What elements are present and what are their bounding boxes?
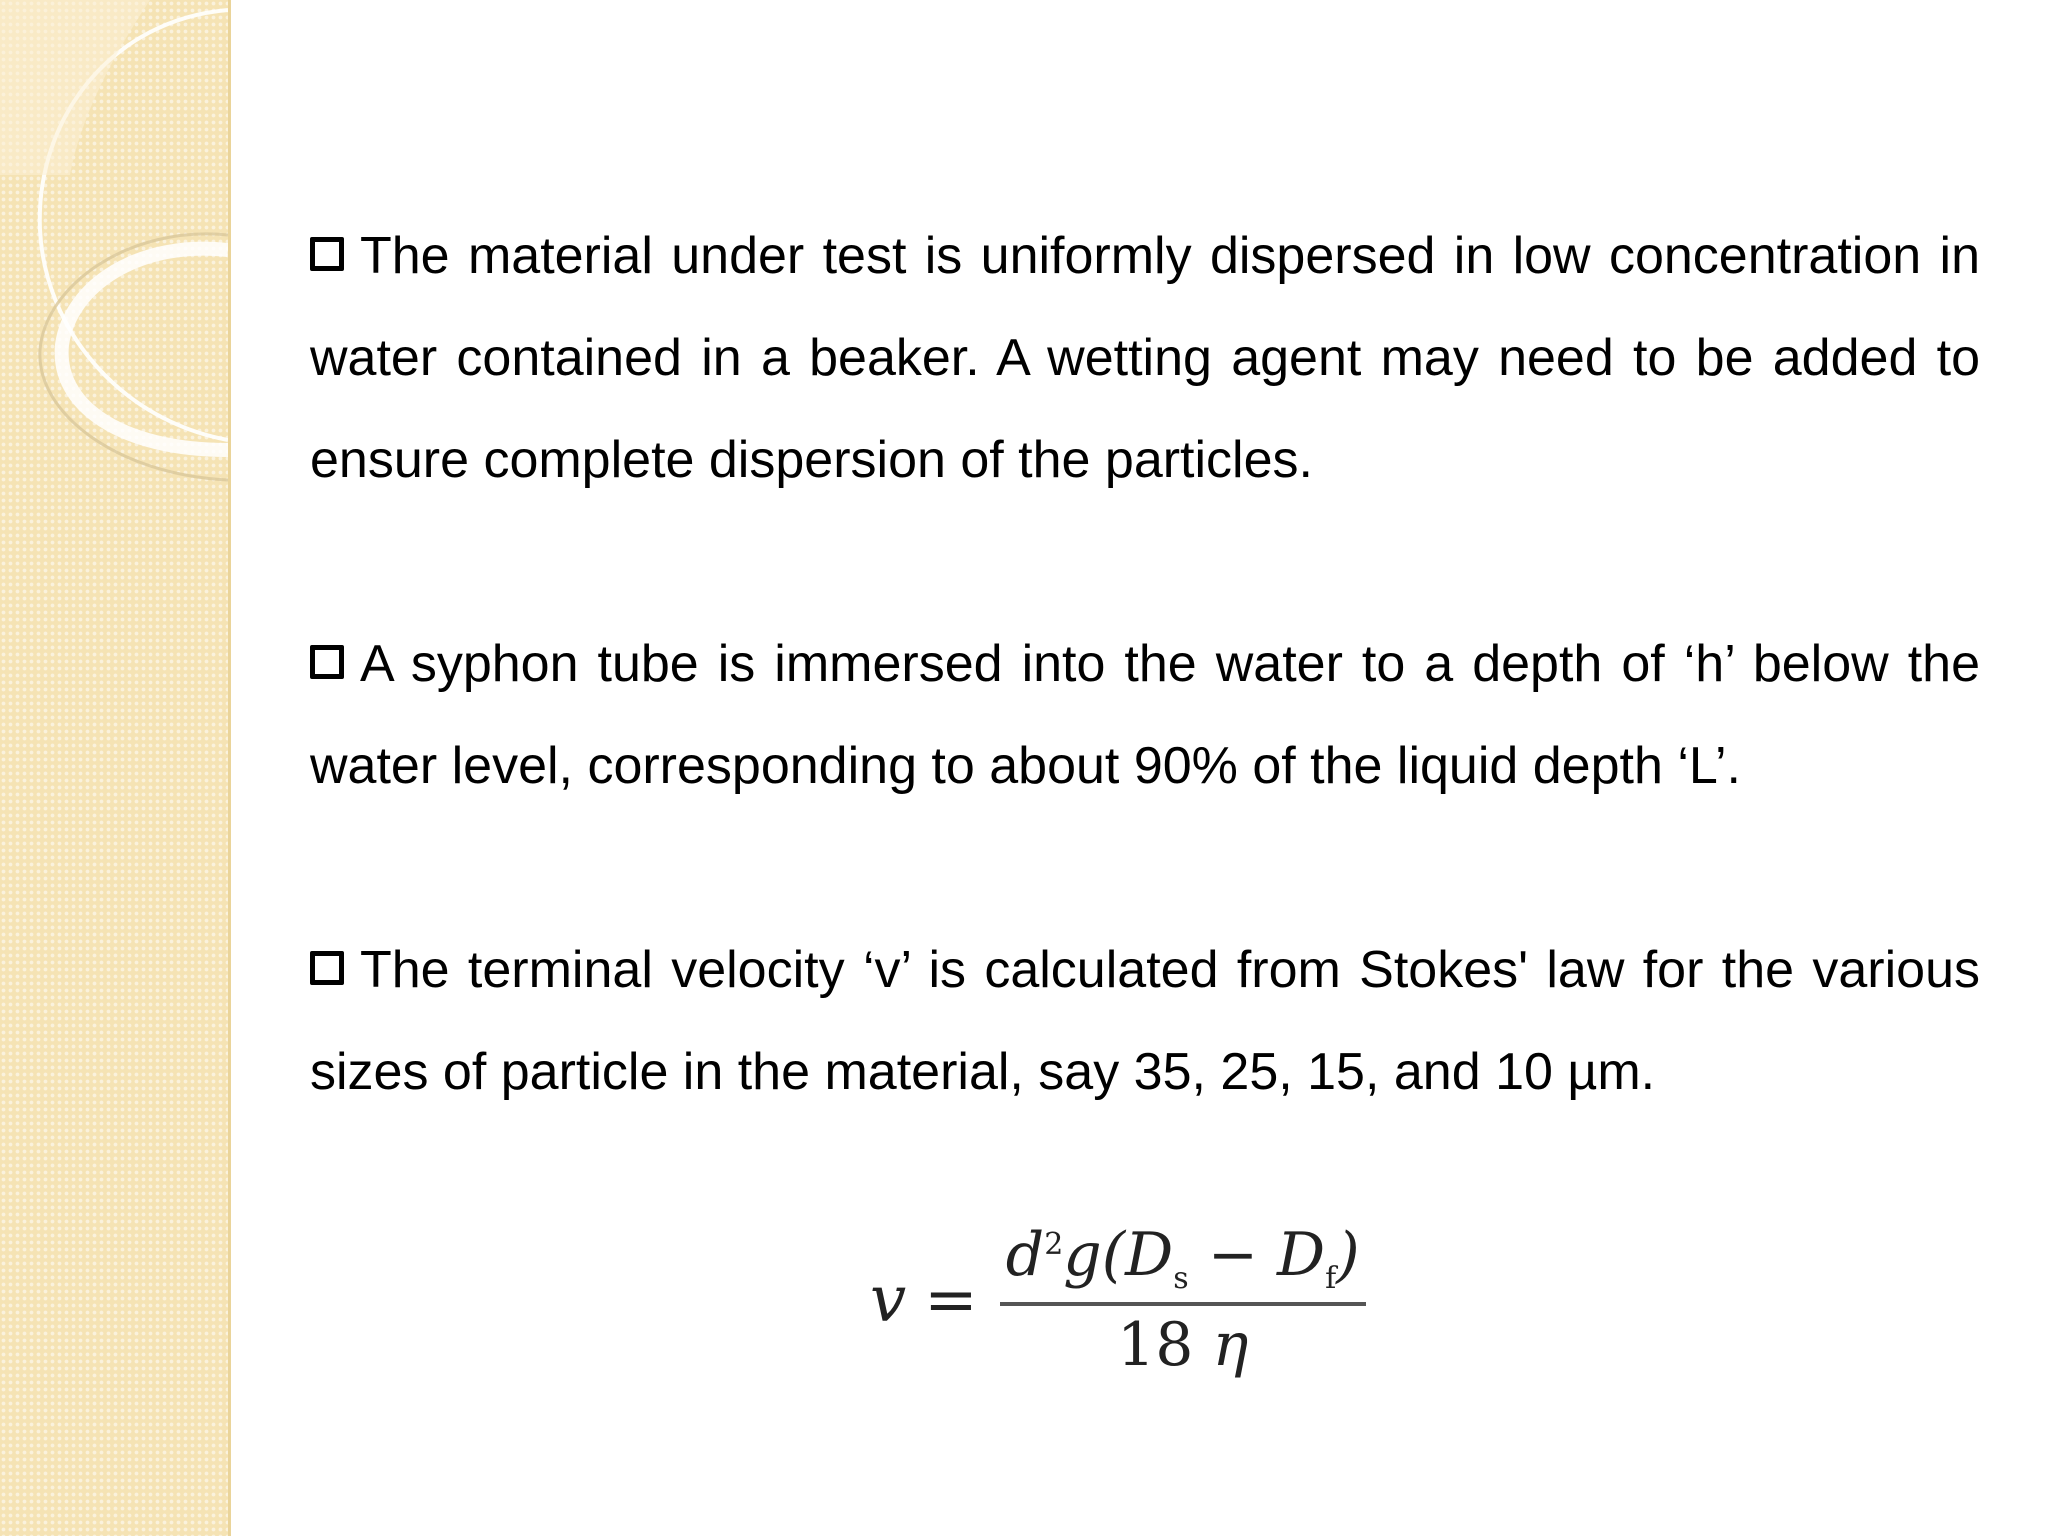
bullet-point-1	[310, 205, 1980, 511]
checkbox-bullet-icon	[310, 237, 344, 271]
numerator-sub-f: f	[1325, 1261, 1337, 1296]
bullet-point-2	[310, 613, 1980, 817]
decorative-rings	[0, 0, 228, 1536]
checkbox-bullet-icon	[310, 951, 344, 985]
numerator-exponent: 2	[1044, 1227, 1064, 1262]
formula-fraction	[1000, 1220, 1366, 1380]
bullet-point-3	[310, 919, 1980, 1123]
checkbox-bullet-icon	[310, 645, 344, 679]
numerator-minus-df: − D	[1188, 1220, 1326, 1290]
numerator-close: )	[1336, 1220, 1360, 1290]
denominator-18: 18	[1117, 1310, 1194, 1380]
numerator-sub-s: s	[1173, 1261, 1189, 1296]
bullet-text-2: A syphon tube is immersed into the water to a depth of ‘h’ below the water level, corresponding to about 90% of the liquid depth ‘L’.	[310, 635, 1980, 795]
decorative-side-panel	[0, 0, 231, 1536]
bullet-text-1: The material under test is uniformly dispersed in low concentration in water contained in a beaker. A wetting agent may need to be added to ensure complete dispersion of the particles.	[310, 227, 1980, 489]
stokes-law-formula	[870, 1220, 1366, 1380]
bullet-text-3: The terminal velocity ‘v’ is calculated from Stokes' law for the various sizes of particle in the material, say 35, 25, 15, and 10 µm.	[310, 941, 1980, 1101]
denominator-eta: η	[1212, 1310, 1249, 1380]
formula-lhs: v	[870, 1263, 907, 1337]
numerator-g-ds: g(D	[1063, 1220, 1174, 1290]
slide-body	[310, 205, 1980, 1123]
formula-denominator	[1117, 1306, 1248, 1380]
numerator-d: d	[1005, 1220, 1045, 1290]
formula-numerator	[1000, 1220, 1366, 1306]
formula-equals: =	[924, 1263, 978, 1337]
